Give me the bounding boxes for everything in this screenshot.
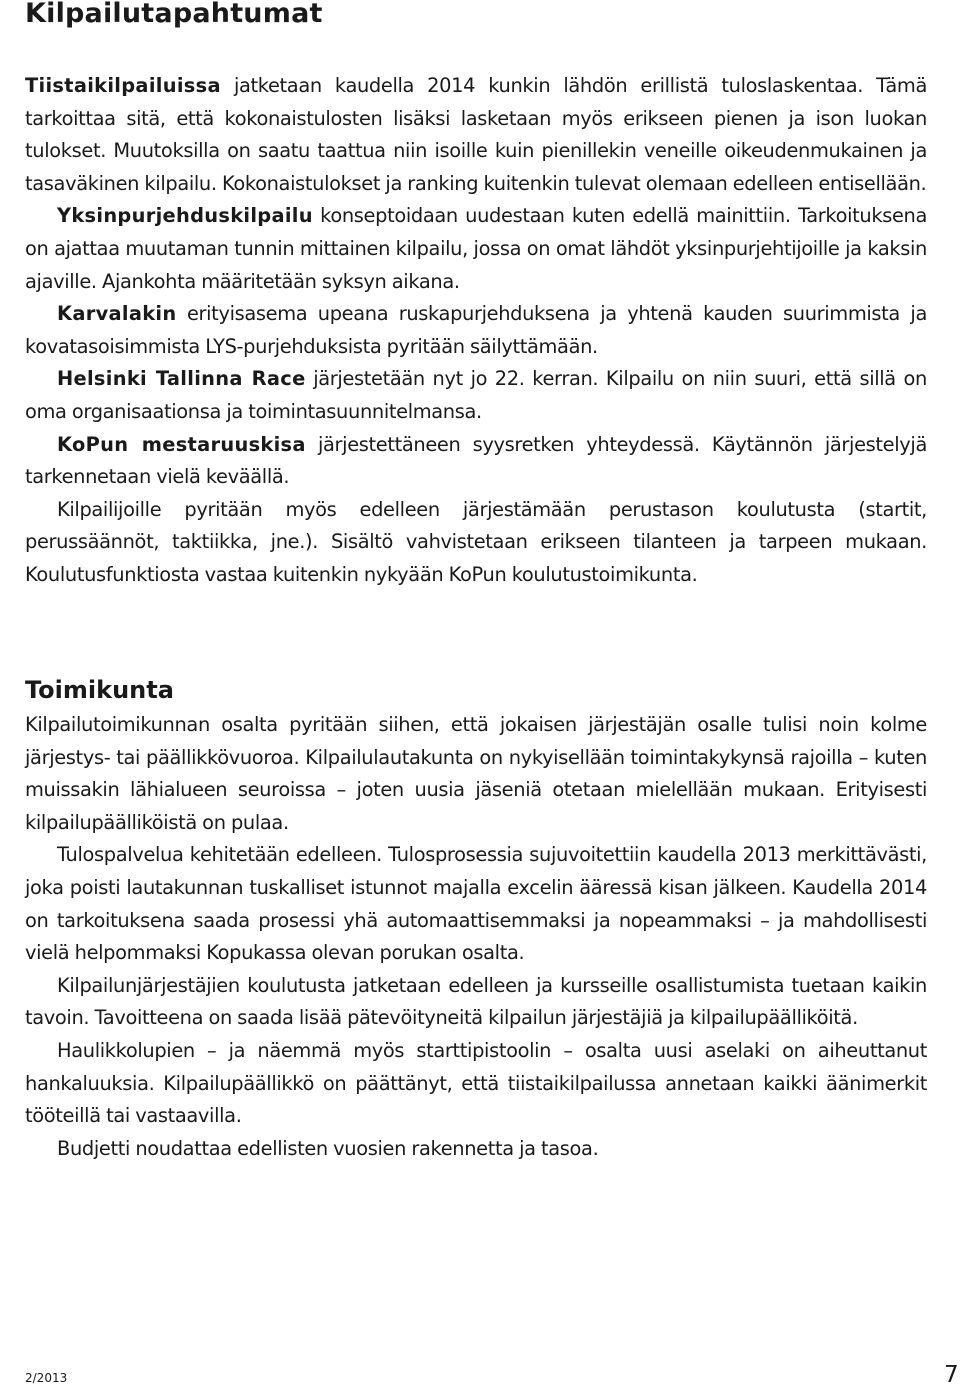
- section-kilpailutapahtumat-body: [25, 70, 927, 592]
- paragraph: [25, 200, 927, 298]
- paragraph-lead: Yksinpurjehduskilpailu: [57, 204, 313, 228]
- section-title-kilpailutapahtumat: Kilpailutapahtumat: [25, 0, 323, 29]
- paragraph: [25, 298, 927, 363]
- paragraph-text: Kilpailijoille pyritään myös edelleen järjestämään perustason koulutusta (startit, perussäännöt, taktiikka, jne.). Sisältö vahvistetaan erikseen tilanteen ja tarpeen mukaan. Koulutusfunktiosta vastaa kuitenkin nykyään KoPun koulutustoimikunta.: [25, 497, 927, 586]
- page-number: 7: [944, 1362, 959, 1388]
- paragraph-text: erityisasema upeana ruskapurjehduksena ja yhtenä kauden suurimmista ja kovatasoisimmista LYS-purjehduksista pyritään säilyttämään.: [25, 302, 927, 358]
- paragraph-text: jatketaan kaudella 2014 kunkin lähdön erillistä tuloslaskentaa. Tämä tarkoittaa sitä, että kokonaistulosten lisäksi lasketaan myös erikseen pienen ja ison luokan tulokset. Muutoksilla on saatu taattua niin isoille kuin pienillekin veneille oikeudenmukainen ja tasaväkinen kilpailu. Kokonaistulokset ja ranking kuitenkin tulevat olemaan edelleen entisellään.: [25, 74, 927, 195]
- paragraph: Haulikkolupien – ja näemmä myös starttipistoolin – osalta uusi aselaki on aiheuttanut hankaluuksia. Kilpailupäällikkö on päättänyt, että tiistaikilpailussa annetaan kaikki äänimerkit tööteillä tai vastaavilla.: [25, 1038, 927, 1128]
- paragraph: [25, 494, 927, 592]
- issue-label: 2/2013: [25, 1371, 68, 1385]
- paragraph: [25, 70, 927, 200]
- paragraph: [25, 429, 927, 494]
- paragraph-lead: Tiistaikilpailuissa: [25, 74, 221, 97]
- paragraph-text: järjestetään nyt jo 22. kerran. Kilpailu on niin suuri, että sillä on oma organisaationsa ja toimintasuunnitelmansa.: [25, 367, 927, 423]
- paragraph: Tulospalvelua kehitetään edelleen. Tulosprosessia sujuvoitettiin kaudella 2013 merkittävästi, joka poisti lautakunnan tuskalliset istunnot majalla excelin ääressä kisan jälkeen. Kaudella 2014 on tarkoituksena saada prosessi yhä automaattisemmaksi ja nopeammaksi – ja mahdollisesti vielä helpommaksi Kopukassa olevan porukan osalta.: [25, 843, 927, 965]
- paragraph: [25, 363, 927, 428]
- paragraph-lead: KoPun mestaruuskisa: [57, 432, 306, 456]
- paragraph-text: konseptoidaan uudestaan kuten edellä mainittiin. Tarkoituksena on ajattaa muutaman tunnin mittainen kilpailu, jossa on omat lähdöt yksinpurjehtijoille ja kaksin ajaville. Ajankohta määritetään syksyn aikana.: [25, 204, 927, 293]
- paragraph: Kilpailunjärjestäjien koulutusta jatketaan edelleen ja kursseille osallistumista tuetaan kaikin tavoin. Tavoitteena on saada lisää pätevöityneitä kilpailun järjestäjiä ja kilpailupäälliköitä.: [25, 973, 927, 1030]
- section-toimikunta-body: [25, 709, 927, 1165]
- paragraph-lead: Helsinki Tallinna Race: [57, 367, 306, 391]
- paragraph-text: järjestettäneen syysretken yhteydessä. Käytännön järjestelyjä tarkennetaan vielä keväällä.: [25, 432, 927, 489]
- paragraph-lead: Karvalakin: [57, 302, 177, 326]
- paragraph: Kilpailutoimikunnan osalta pyritään siihen, että jokaisen järjestäjän osalle tulisi noin kolme järjestys- tai päällikkövuoroa. Kilpailulautakunta on nykyisellään toimintakykynsä rajoilla – kuten muissakin lähialueen seuroissa – joten uusia jäseniä otetaan mielellään mukaan. Erityisesti kilpailupäälliköistä on pulaa.: [25, 713, 927, 834]
- section-title-toimikunta: Toimikunta: [25, 676, 174, 704]
- paragraph: Budjetti noudattaa edellisten vuosien rakennetta ja tasoa.: [57, 1136, 599, 1160]
